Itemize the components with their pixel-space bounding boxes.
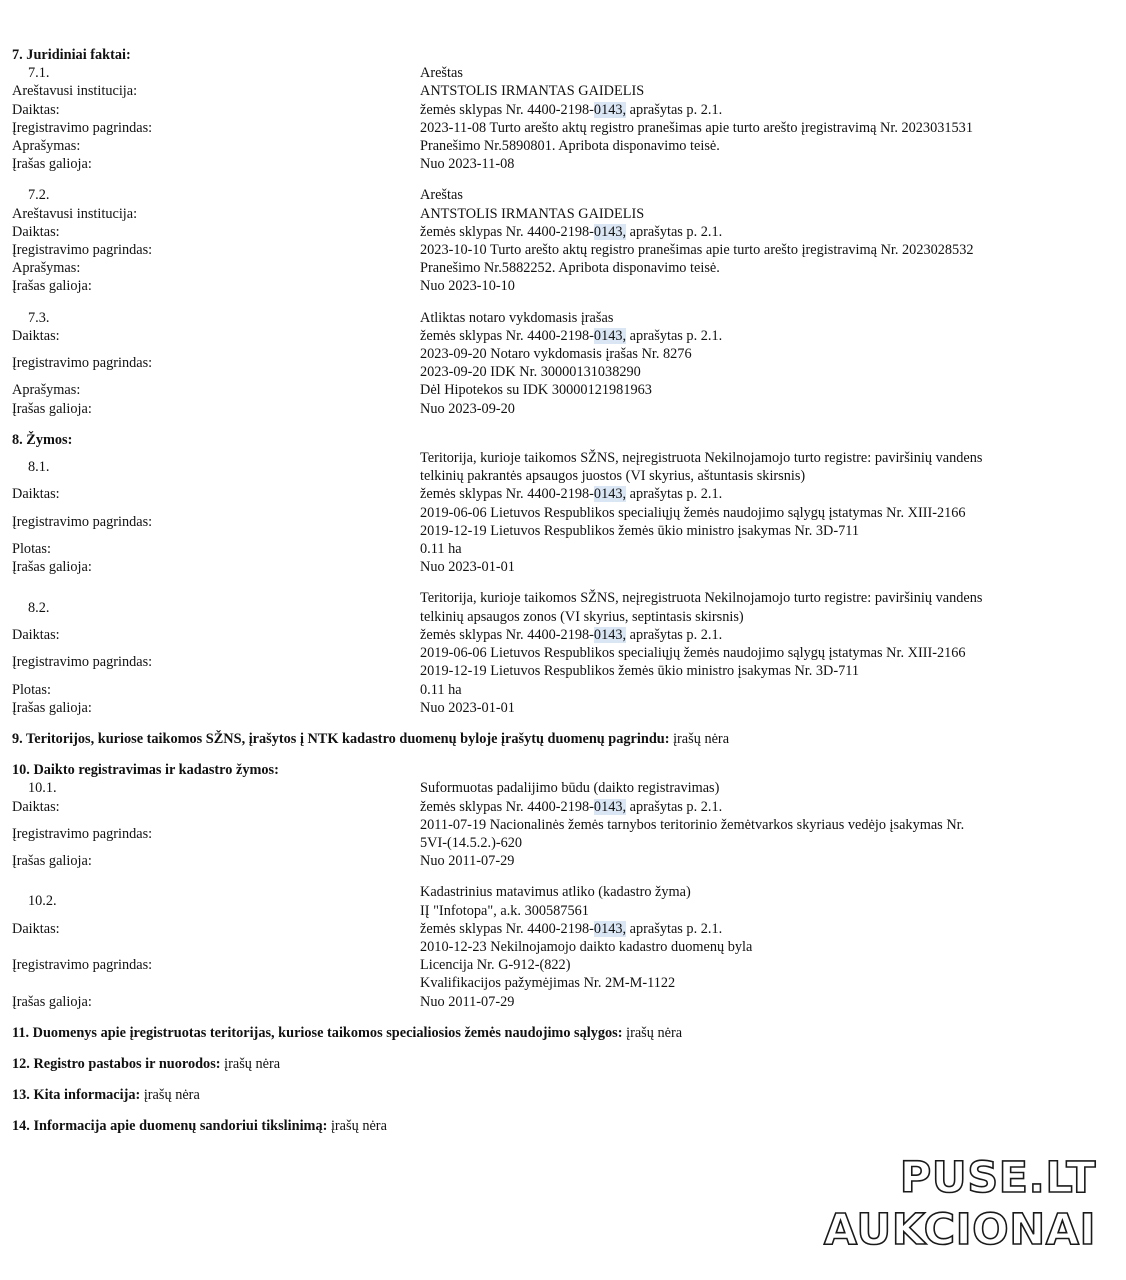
entry-row xyxy=(12,449,1092,485)
field-value: žemės sklypas Nr. 4400-2198-0143, aprašytas p. 2.1. xyxy=(420,486,723,503)
field-label: Areštavusi institucija: xyxy=(12,205,138,222)
entry-row xyxy=(12,186,1092,204)
field-value: Kvalifikacijos pažymėjimas Nr. 2M-M-1122 xyxy=(420,975,676,992)
entry-number: 10.2. xyxy=(28,893,57,910)
entry-row xyxy=(12,381,1092,399)
field-label: Įrašas galioja: xyxy=(12,699,92,716)
section-8 xyxy=(12,1117,1092,1135)
field-values xyxy=(420,920,1080,938)
entry-number: 8.1. xyxy=(28,459,50,476)
field-label: Aprašymas: xyxy=(12,138,81,155)
field-value: Suformuotas padalijimo būdu (daikto registravimas) xyxy=(420,780,720,797)
field-values xyxy=(420,259,1080,277)
field-label: Daiktas: xyxy=(12,798,60,815)
section-title-text: 8. Žymos: xyxy=(12,431,73,448)
field-label: Įrašas galioja: xyxy=(12,278,92,295)
entry-row xyxy=(12,241,1092,259)
field-value: Nuo 2023-09-20 xyxy=(420,400,515,417)
field-values xyxy=(420,400,1080,418)
section-title-text: 10. Daikto registravimas ir kadastro žymos: xyxy=(12,762,279,779)
entry xyxy=(12,589,1092,716)
entry-row xyxy=(12,816,1092,852)
entry xyxy=(12,883,1092,1010)
section-title xyxy=(12,761,1092,779)
entry-number: 10.1. xyxy=(28,780,57,797)
field-value: ANTSTOLIS IRMANTAS GAIDELIS xyxy=(420,83,645,100)
entry-row xyxy=(12,119,1092,137)
section-3 xyxy=(12,730,1092,748)
entry-row xyxy=(12,223,1092,241)
field-value: 2011-07-19 Nacionalinės žemės tarnybos teritorinio žemėtvarkos skyriaus vedėjo įsakymas Nr. xyxy=(420,816,965,833)
field-value: 5VI-(14.5.2.)-620 xyxy=(420,834,523,851)
section-inline-value: įrašų nėra xyxy=(673,730,730,747)
entry-row xyxy=(12,644,1092,680)
entry xyxy=(12,64,1092,173)
entry-row xyxy=(12,345,1092,381)
field-values xyxy=(420,64,1080,82)
field-values xyxy=(420,644,1080,680)
field-value: Dėl Hipotekos su IDK 30000121981963 xyxy=(420,382,652,399)
field-label: Įregistravimo pagrindas: xyxy=(12,825,153,842)
highlighted-parcel-id: 0143, xyxy=(593,101,627,118)
entry-row xyxy=(12,558,1092,576)
field-value: 2019-06-06 Lietuvos Respublikos specialiųjų žemės naudojimo sąlygų įstatymas Nr. XIII-2166 xyxy=(420,504,966,521)
field-value: žemės sklypas Nr. 4400-2198-0143, aprašytas p. 2.1. xyxy=(420,327,723,344)
entry-number: 7.2. xyxy=(28,187,50,204)
field-value: žemės sklypas Nr. 4400-2198-0143, aprašytas p. 2.1. xyxy=(420,101,723,118)
entry-row xyxy=(12,699,1092,717)
field-values xyxy=(420,186,1080,204)
field-values xyxy=(420,277,1080,295)
field-values xyxy=(420,241,1080,259)
field-value: žemės sklypas Nr. 4400-2198-0143, aprašytas p. 2.1. xyxy=(420,798,723,815)
entry-row xyxy=(12,852,1092,870)
section-5 xyxy=(12,1024,1092,1042)
field-label: Daiktas: xyxy=(12,101,60,118)
field-values xyxy=(420,309,1080,327)
field-value: Licencija Nr. G-912-(822) xyxy=(420,957,571,974)
field-label: Įrašas galioja: xyxy=(12,993,92,1010)
entry-row xyxy=(12,259,1092,277)
entry-row xyxy=(12,82,1092,100)
section-title-text: 13. Kita informacija: xyxy=(12,1087,141,1104)
field-value: 2019-06-06 Lietuvos Respublikos specialiųjų žemės naudojimo sąlygų įstatymas Nr. XIII-2166 xyxy=(420,645,966,662)
entry-row xyxy=(12,938,1092,993)
field-label: Įregistravimo pagrindas: xyxy=(12,513,153,530)
entry-row xyxy=(12,504,1092,540)
watermark-line-1: PUSE.LT xyxy=(899,1153,1096,1203)
field-value: telkinių apsaugos zonos (VI skyrius, septintasis skirsnis) xyxy=(420,608,744,625)
field-values xyxy=(420,798,1080,816)
entry-row xyxy=(12,485,1092,503)
highlighted-parcel-id: 0143, xyxy=(593,920,627,937)
field-value: žemės sklypas Nr. 4400-2198-0143, aprašytas p. 2.1. xyxy=(420,920,723,937)
section-title xyxy=(12,1055,1092,1073)
field-label: Įregistravimo pagrindas: xyxy=(12,957,153,974)
section-4 xyxy=(12,761,1092,1011)
section-title xyxy=(12,46,1092,64)
field-value: 0.11 ha xyxy=(420,541,462,558)
field-label: Įrašas galioja: xyxy=(12,853,92,870)
entry-row xyxy=(12,155,1092,173)
entry-number: 7.1. xyxy=(28,65,50,82)
field-values xyxy=(420,327,1080,345)
field-value: Nuo 2023-01-01 xyxy=(420,699,515,716)
field-value: ANTSTOLIS IRMANTAS GAIDELIS xyxy=(420,205,645,222)
section-2 xyxy=(12,431,1092,717)
section-1 xyxy=(12,46,1092,418)
field-value: Nuo 2011-07-29 xyxy=(420,993,515,1010)
field-values xyxy=(420,449,1080,485)
field-value: Kadastrinius matavimus atliko (kadastro žyma) xyxy=(420,884,691,901)
field-value: 2023-11-08 Turto arešto aktų registro pranešimas apie turto arešto įregistravimą Nr. 2023031531 xyxy=(420,119,973,136)
highlighted-parcel-id: 0143, xyxy=(593,327,627,344)
entry-row xyxy=(12,101,1092,119)
field-label: Daiktas: xyxy=(12,626,60,643)
field-label: Daiktas: xyxy=(12,920,60,937)
entry-row xyxy=(12,137,1092,155)
field-label: Įrašas galioja: xyxy=(12,400,92,417)
highlighted-parcel-id: 0143, xyxy=(593,223,627,240)
field-value: 0.11 ha xyxy=(420,681,462,698)
section-inline-value: įrašų nėra xyxy=(626,1024,683,1041)
document-body xyxy=(12,46,1092,1149)
field-value: žemės sklypas Nr. 4400-2198-0143, aprašytas p. 2.1. xyxy=(420,223,723,240)
field-value: Teritorija, kurioje taikomos SŽNS, neįregistruota Nekilnojamojo turto registre: paviršinių vandens xyxy=(420,450,983,467)
entry-row xyxy=(12,779,1092,797)
field-values xyxy=(420,779,1080,797)
highlighted-parcel-id: 0143, xyxy=(593,626,627,643)
entry-row xyxy=(12,883,1092,919)
field-label: Įregistravimo pagrindas: xyxy=(12,654,153,671)
field-values xyxy=(420,883,1080,919)
section-inline-value: įrašų nėra xyxy=(143,1087,200,1104)
field-values xyxy=(420,816,1080,852)
field-values xyxy=(420,699,1080,717)
field-label: Įregistravimo pagrindas: xyxy=(12,119,153,136)
section-title-text: 9. Teritorijos, kuriose taikomos SŽNS, įrašytos į NTK kadastro duomenų byloje įrašytų duomenų pagrindu: xyxy=(12,730,670,747)
field-value: Areštas xyxy=(420,65,463,82)
field-values xyxy=(420,155,1080,173)
section-title-text: 11. Duomenys apie įregistruotas teritorijas, kuriose taikomos specialiosios žemės naudojimo sąlygos: xyxy=(12,1024,623,1041)
section-title-text: 14. Informacija apie duomenų sandoriui tikslinimą: xyxy=(12,1118,328,1135)
field-label: Plotas: xyxy=(12,541,51,558)
field-values xyxy=(420,852,1080,870)
field-value: 2019-12-19 Lietuvos Respublikos žemės ūkio ministro įsakymas Nr. 3D-711 xyxy=(420,663,860,680)
field-value: 2023-09-20 IDK Nr. 30000131038290 xyxy=(420,364,641,381)
entry-number: 7.3. xyxy=(28,309,50,326)
section-title-text: 12. Registro pastabos ir nuorodos: xyxy=(12,1055,221,1072)
field-value: IĮ "Infotopa", a.k. 300587561 xyxy=(420,902,589,919)
entry-row xyxy=(12,64,1092,82)
highlighted-parcel-id: 0143, xyxy=(593,486,627,503)
field-values xyxy=(420,381,1080,399)
field-value: 2023-09-20 Notaro vykdomasis įrašas Nr. 8276 xyxy=(420,346,692,363)
field-value: Teritorija, kurioje taikomos SŽNS, neįregistruota Nekilnojamojo turto registre: paviršinių vandens xyxy=(420,590,983,607)
field-values xyxy=(420,137,1080,155)
field-value: Areštas xyxy=(420,187,463,204)
entry-row xyxy=(12,400,1092,418)
field-value: telkinių pakrantės apsaugos juostos (VI skyrius, aštuntasis skirsnis) xyxy=(420,468,806,485)
section-inline-value: įrašų nėra xyxy=(224,1055,281,1072)
field-label: Aprašymas: xyxy=(12,260,81,277)
entry-row xyxy=(12,327,1092,345)
field-value: Pranešimo Nr.5890801. Apribota disponavimo teisė. xyxy=(420,138,720,155)
field-value: Nuo 2023-01-01 xyxy=(420,559,515,576)
field-value: Nuo 2023-11-08 xyxy=(420,156,515,173)
field-label: Plotas: xyxy=(12,681,51,698)
field-value: Nuo 2011-07-29 xyxy=(420,853,515,870)
entry-row xyxy=(12,309,1092,327)
entry-row xyxy=(12,540,1092,558)
section-title xyxy=(12,1024,1092,1042)
field-values xyxy=(420,205,1080,223)
field-values xyxy=(420,345,1080,381)
entry-row xyxy=(12,798,1092,816)
highlighted-parcel-id: 0143, xyxy=(593,798,627,815)
entry-row xyxy=(12,993,1092,1011)
field-value: žemės sklypas Nr. 4400-2198-0143, aprašytas p. 2.1. xyxy=(420,626,723,643)
field-value: 2023-10-10 Turto arešto aktų registro pranešimas apie turto arešto įregistravimą Nr. 2023028532 xyxy=(420,242,974,259)
entry xyxy=(12,449,1092,576)
entry xyxy=(12,186,1092,295)
entry xyxy=(12,309,1092,418)
field-value: Atliktas notaro vykdomasis įrašas xyxy=(420,309,614,326)
field-values xyxy=(420,223,1080,241)
section-6 xyxy=(12,1055,1092,1073)
field-values xyxy=(420,504,1080,540)
entry-row xyxy=(12,681,1092,699)
entry-row xyxy=(12,205,1092,223)
entry xyxy=(12,779,1092,870)
field-values xyxy=(420,589,1080,625)
field-values xyxy=(420,101,1080,119)
section-title xyxy=(12,1117,1092,1135)
field-values xyxy=(420,82,1080,100)
field-label: Daiktas: xyxy=(12,486,60,503)
entry-row xyxy=(12,277,1092,295)
field-value: 2010-12-23 Nekilnojamojo daikto kadastro duomenų byla xyxy=(420,938,753,955)
field-values xyxy=(420,626,1080,644)
entry-row xyxy=(12,626,1092,644)
watermark-logo xyxy=(824,1152,1096,1256)
field-label: Areštavusi institucija: xyxy=(12,83,138,100)
field-label: Įrašas galioja: xyxy=(12,559,92,576)
field-label: Daiktas: xyxy=(12,327,60,344)
section-title-text: 7. Juridiniai faktai: xyxy=(12,47,131,63)
watermark-line-2: AUKCIONAI xyxy=(823,1205,1096,1255)
section-7 xyxy=(12,1086,1092,1104)
field-value: 2019-12-19 Lietuvos Respublikos žemės ūkio ministro įsakymas Nr. 3D-711 xyxy=(420,522,860,539)
field-values xyxy=(420,938,1080,993)
section-inline-value: įrašų nėra xyxy=(330,1118,387,1135)
field-label: Įrašas galioja: xyxy=(12,156,92,173)
field-values xyxy=(420,540,1080,558)
entry-row xyxy=(12,920,1092,938)
field-values xyxy=(420,681,1080,699)
section-title xyxy=(12,431,1092,449)
field-values xyxy=(420,993,1080,1011)
field-value: Nuo 2023-10-10 xyxy=(420,278,515,295)
field-values xyxy=(420,558,1080,576)
entry-number: 8.2. xyxy=(28,599,50,616)
section-title xyxy=(12,1086,1092,1104)
field-label: Aprašymas: xyxy=(12,382,81,399)
field-value: Pranešimo Nr.5882252. Apribota disponavimo teisė. xyxy=(420,260,720,277)
field-label: Įregistravimo pagrindas: xyxy=(12,242,153,259)
field-label: Įregistravimo pagrindas: xyxy=(12,355,153,372)
entry-row xyxy=(12,589,1092,625)
field-label: Daiktas: xyxy=(12,223,60,240)
section-title xyxy=(12,730,1092,748)
field-values xyxy=(420,119,1080,137)
field-values xyxy=(420,485,1080,503)
